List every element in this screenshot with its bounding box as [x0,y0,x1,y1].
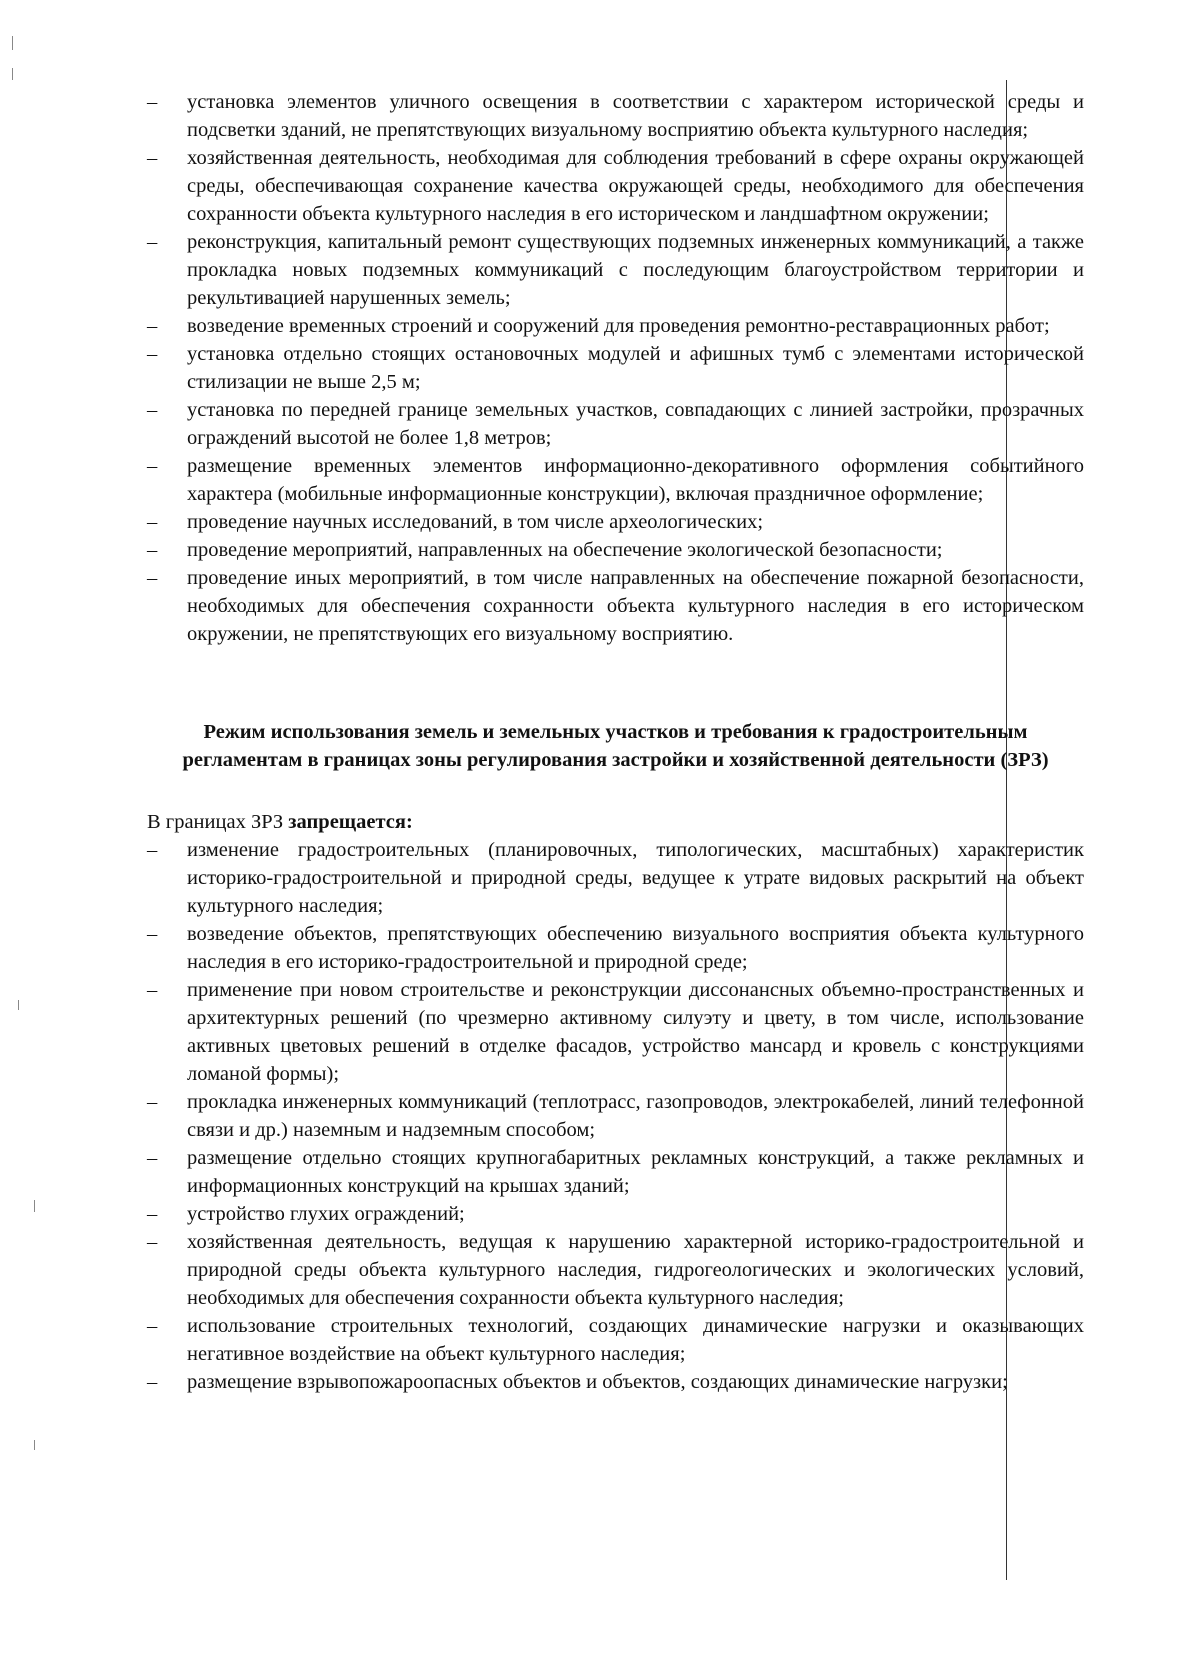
list-item [147,340,1084,396]
list-item-text: хозяйственная деятельность, ведущая к нарушению характерной историко-градостроительной и природной среды объекта культурного наследия, гидрогеологических и экологических условий, необходимых для обеспечения сохранности объекта культурного наследия; [187,1231,1084,1309]
dash-bullet: – [147,923,158,945]
list-item [147,836,1084,920]
dash-bullet: – [147,1371,158,1393]
list-item [147,1088,1084,1144]
dash-bullet: – [147,399,158,421]
intro-paragraph [147,808,1084,836]
list-item-text: размещение взрывопожароопасных объектов и объектов, создающих динамические нагрузки; [187,1371,1008,1393]
list-item-text: установка элементов уличного освещения в соответствии с характером исторической среды и подсветки зданий, не препятствующих визуальному восприятию объекта культурного наследия; [187,91,1084,141]
list-item [147,312,1084,340]
list-item-text: применение при новом строительстве и реконструкции диссонансных объемно-пространственных и архитектурных решений (по чрезмерно активному силуэту и цвету, в том числе, использование активных цветовых решений в отделке фасадов, устройство мансард и кровель с конструкциями ломаной формы); [187,979,1084,1085]
list-item [147,976,1084,1088]
list-item [147,1228,1084,1312]
dash-bullet: – [147,539,158,561]
dash-bullet: – [147,343,158,365]
list-item-text: прокладка инженерных коммуникаций (теплотрасс, газопроводов, электрокабелей, линий телефонной связи и др.) наземным и надземным способом; [187,1091,1084,1141]
list-item-text: размещение временных элементов информационно-декоративного оформления событийного характера (мобильные информационные конструкции), включая праздничное оформление; [187,455,1084,505]
document-body [147,88,1084,1396]
list-item-text: проведение иных мероприятий, в том числе направленных на обеспечение пожарной безопасности, необходимых для обеспечения сохранности объекта культурного наследия в его историческом окружении, не препятствующих его визуальному восприятию. [187,567,1084,645]
dash-bullet: – [147,1203,158,1225]
list-item-text: проведение научных исследований, в том числе археологических; [187,511,764,533]
dash-bullet: – [147,1231,158,1253]
list-item-text: установка отдельно стоящих остановочных модулей и афишных тумб с элементами исторической стилизации не выше 2,5 м; [187,343,1084,393]
dash-bullet: – [147,839,158,861]
list-item [147,920,1084,976]
list-item [147,228,1084,312]
permitted-activities-list [147,88,1084,648]
list-item [147,452,1084,508]
scan-speck [18,1000,19,1010]
list-item [147,144,1084,228]
intro-emphasis: запрещается: [288,811,413,833]
section-heading: Режим использования земель и земельных участков и требования к градостроительным регламентам в границах зоны регулирования застройки и хозяйственной деятельности (ЗРЗ) [182,721,1049,771]
list-item [147,536,1084,564]
dash-bullet: – [147,1091,158,1113]
list-item-text: установка по передней границе земельных участков, совпадающих с линией застройки, прозрачных ограждений высотой не более 1,8 метров; [187,399,1084,449]
prohibited-activities-list [147,836,1084,1396]
list-item [147,396,1084,452]
list-item-text: возведение временных строений и сооружений для проведения ремонтно-реставрационных работ; [187,315,1050,337]
list-item-text: реконструкция, капитальный ремонт существующих подземных инженерных коммуникаций, а также прокладка новых подземных коммуникаций с последующим благоустройством территории и рекультивацией нарушенных земель; [187,231,1084,309]
dash-bullet: – [147,567,158,589]
list-item [147,1144,1084,1200]
dash-bullet: – [147,979,158,1001]
list-item-text: изменение градостроительных (планировочных, типологических, масштабных) характеристик историко-градостроительной и природной среды, ведущее к утрате видовых раскрытий на объект культурного наследия; [187,839,1084,917]
scan-speck [12,36,13,50]
list-item [147,1312,1084,1368]
intro-prefix: В границах ЗРЗ [147,811,289,833]
list-item-text: использование строительных технологий, создающих динамические нагрузки и оказывающих негативное воздействие на объект культурного наследия; [187,1315,1084,1365]
dash-bullet: – [147,511,158,533]
list-item-text: хозяйственная деятельность, необходимая для соблюдения требований в сфере охраны окружающей среды, обеспечивающая сохранение качества окружающей среды, необходимого для обеспечения сохранности объекта культурного наследия в его историческом и ландшафтном окружении; [187,147,1084,225]
dash-bullet: – [147,455,158,477]
list-item-text: устройство глухих ограждений; [187,1203,465,1225]
dash-bullet: – [147,315,158,337]
scan-speck [34,1200,35,1212]
dash-bullet: – [147,1147,158,1169]
list-item [147,564,1084,648]
list-item-text: возведение объектов, препятствующих обеспечению визуального восприятия объекта культурного наследия в его историко-градостроительной и природной среде; [187,923,1084,973]
list-item [147,1200,1084,1228]
scan-speck [12,68,13,80]
list-item-text: размещение отдельно стоящих крупногабаритных рекламных конструкций, а также рекламных и информационных конструкций на крышах зданий; [187,1147,1084,1197]
list-item [147,88,1084,144]
scan-speck [34,1440,35,1450]
list-item [147,1368,1084,1396]
dash-bullet: – [147,1315,158,1337]
list-item-text: проведение мероприятий, направленных на обеспечение экологической безопасности; [187,539,943,561]
dash-bullet: – [147,231,158,253]
dash-bullet: – [147,147,158,169]
list-item [147,508,1084,536]
dash-bullet: – [147,91,158,113]
